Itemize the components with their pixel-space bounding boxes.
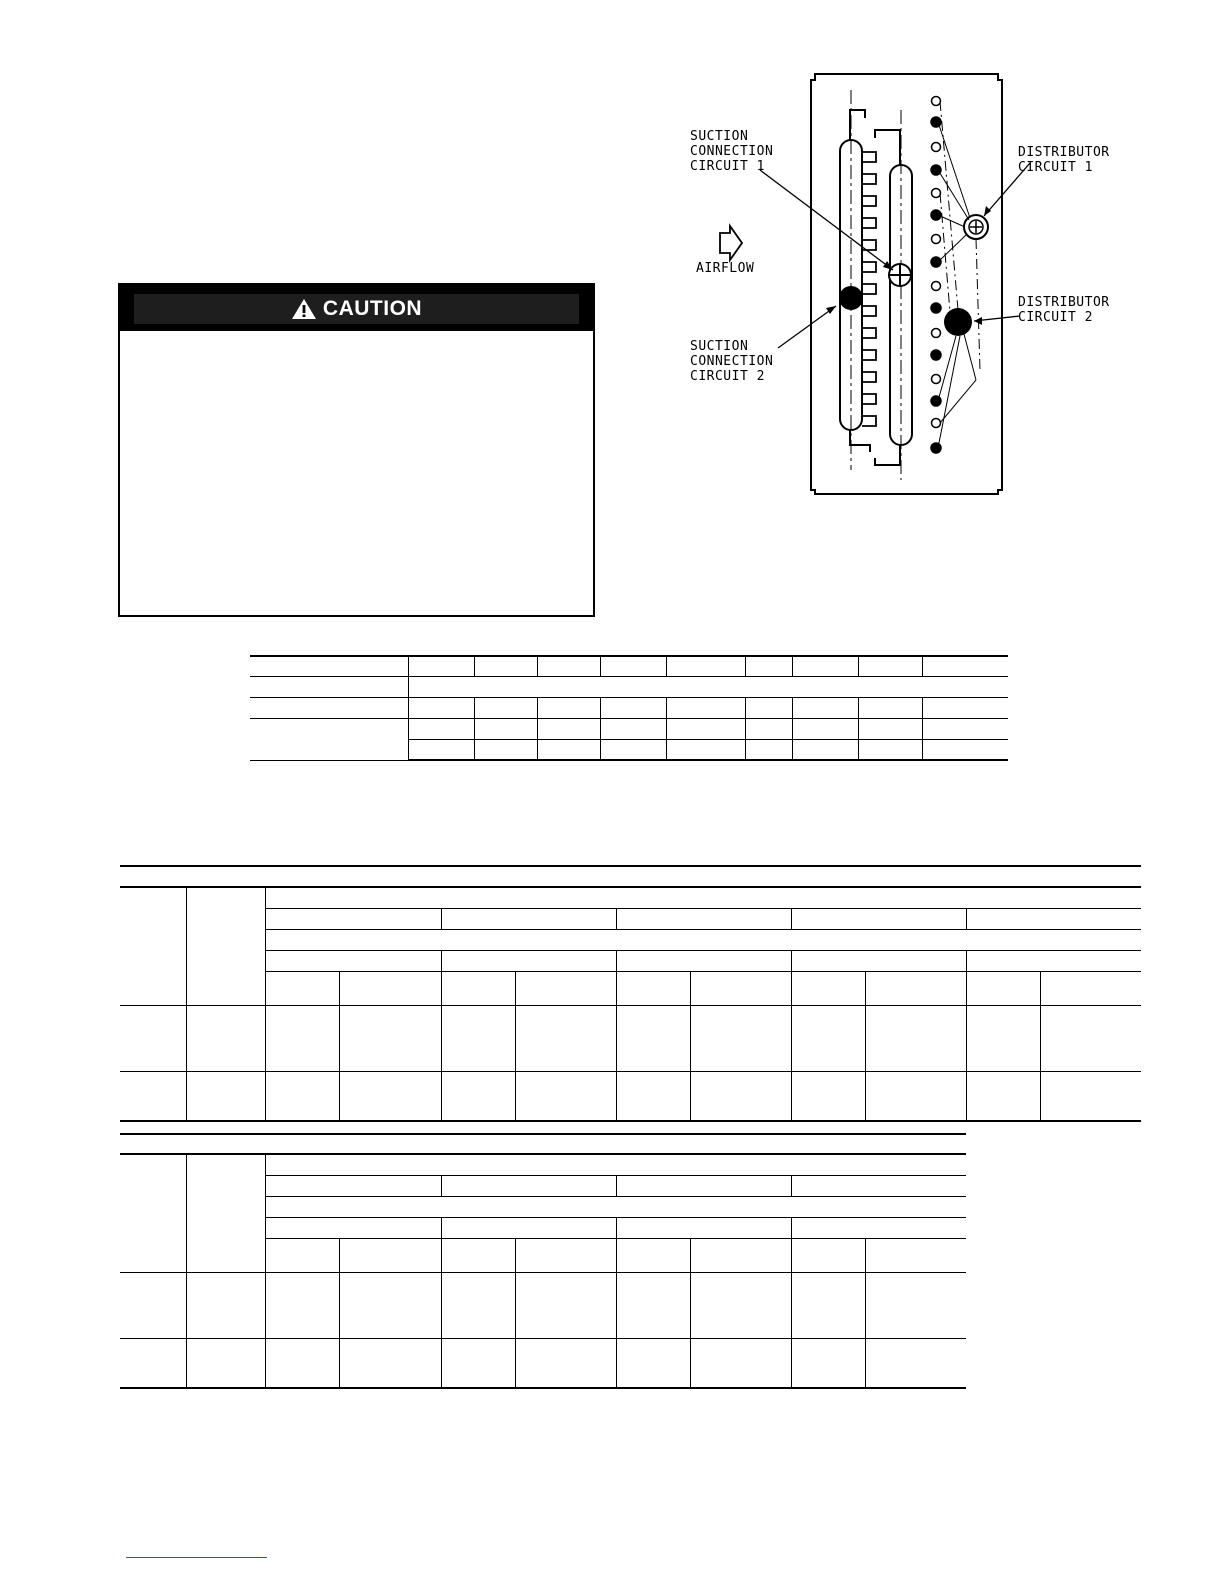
table-row [120, 1272, 966, 1338]
table-row [120, 1154, 966, 1175]
coil-diagram [680, 70, 1130, 495]
warning-triangle-icon [291, 298, 317, 320]
table-2-title-rule [120, 1133, 966, 1135]
suction-connection-circuit-1-label: SUCTION CONNECTION CIRCUIT 1 [690, 129, 774, 174]
distributor-circuit-1-label: DISTRIBUTOR CIRCUIT 1 [1018, 145, 1110, 175]
table-row [120, 929, 1141, 950]
small-data-table [250, 655, 1008, 761]
table-row [120, 908, 1141, 929]
suction-connection-circuit-2-label: SUCTION CONNECTION CIRCUIT 2 [690, 339, 774, 384]
caution-title: CAUTION [322, 297, 423, 320]
table-row [250, 656, 1008, 676]
caution-bar [134, 294, 579, 324]
table-row [250, 718, 1008, 739]
table-row [120, 1005, 1141, 1071]
table-row [250, 697, 1008, 718]
table-row [120, 1071, 1141, 1121]
caution-header [120, 285, 593, 331]
table-row [120, 950, 1141, 971]
table-1-title-rule [120, 865, 1141, 867]
distributor-circuit-2-label: DISTRIBUTOR CIRCUIT 2 [1018, 295, 1110, 325]
table-row [120, 971, 1141, 1005]
table-row [250, 676, 1008, 697]
footer-link-rule[interactable] [126, 1557, 267, 1558]
airflow-label: AIRFLOW [696, 261, 755, 276]
table-row [120, 1338, 966, 1388]
caution-box [118, 283, 595, 617]
table-row [120, 887, 1141, 908]
large-data-table-1 [120, 886, 1141, 1122]
large-data-table-2 [120, 1153, 966, 1389]
